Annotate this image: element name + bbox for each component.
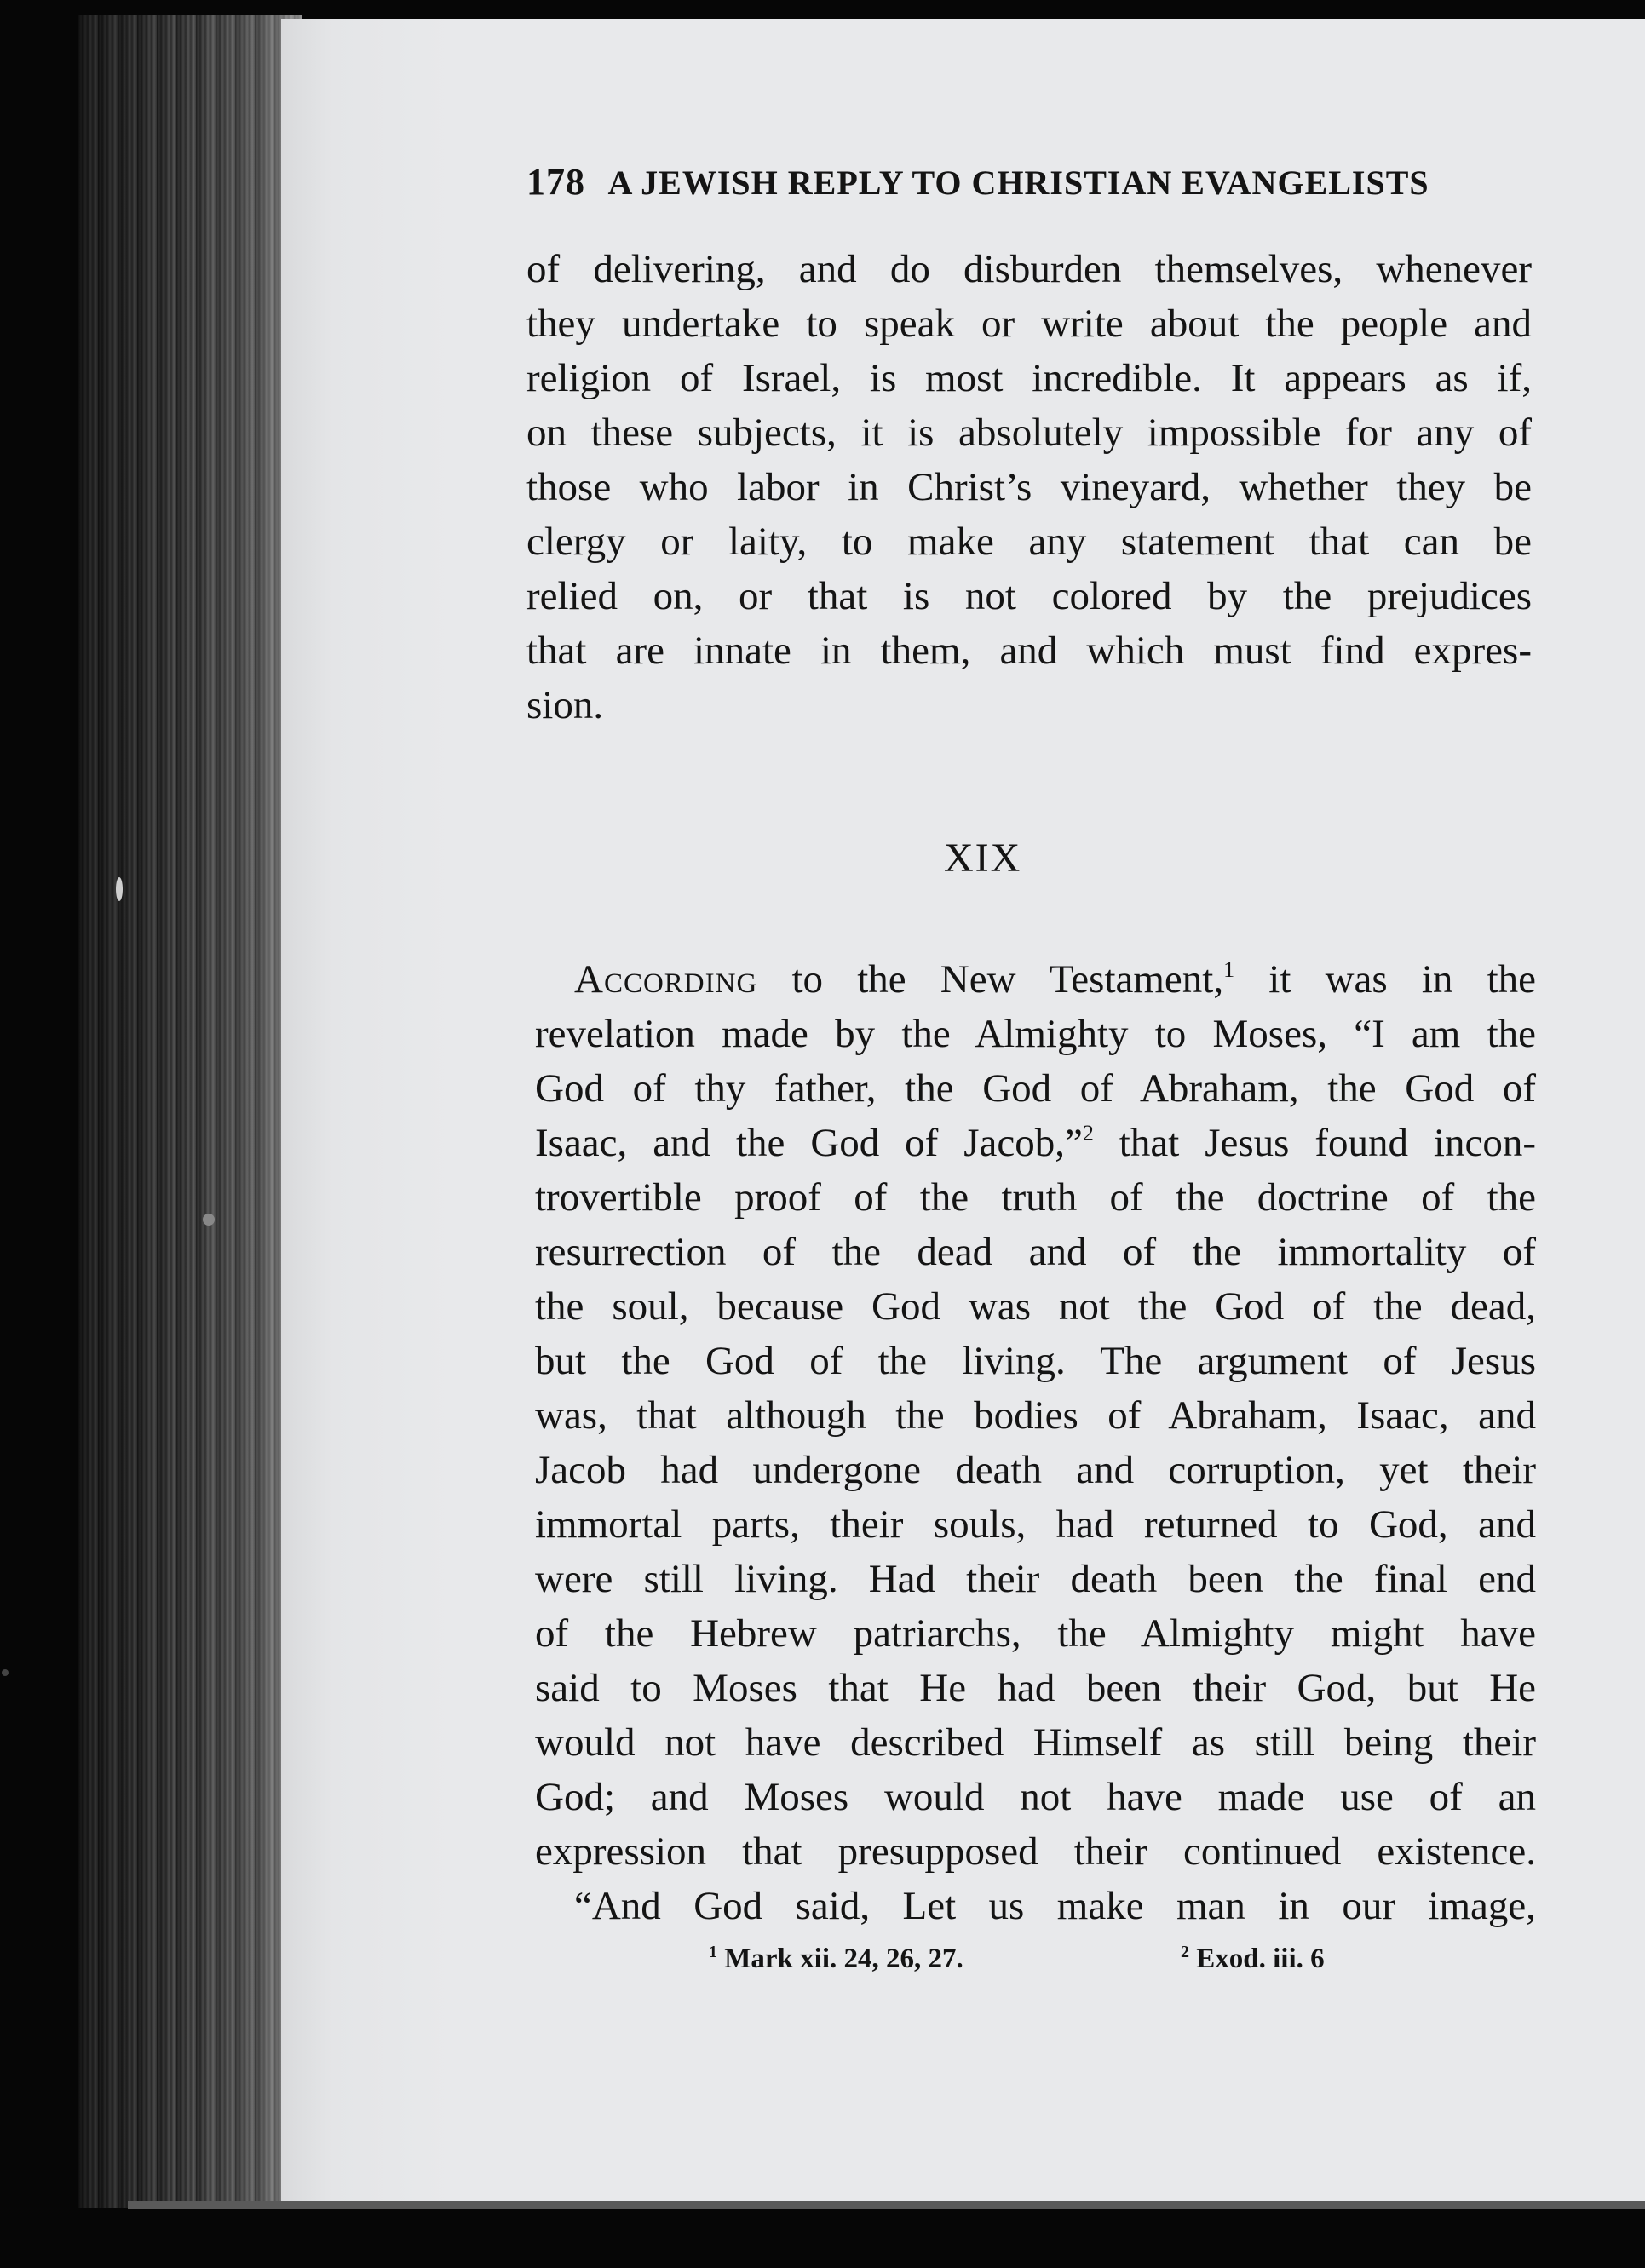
text-line: that are innate in them, and which must find expres- xyxy=(526,629,1532,673)
text-line: religion of Israel, is most incredible. It appears as if, xyxy=(526,356,1532,400)
top-paragraph xyxy=(526,242,1532,732)
text-line: God; and Moses would not have made use of an xyxy=(535,1775,1536,1819)
footnote xyxy=(1181,1944,1325,1975)
text-line: those who labor in Christ’s vineyard, whether they be xyxy=(526,465,1532,509)
text-line: but the God of the living. The argument of Jesus xyxy=(535,1339,1536,1383)
text-run: that Jesus found incon- xyxy=(1093,1121,1536,1165)
text-line: said to Moses that He had been their God, but He xyxy=(535,1666,1536,1710)
text-line: was, that although the bodies of Abraham, Isaac, and xyxy=(535,1393,1536,1438)
text-line: of delivering, and do disburden themselves, whenever xyxy=(526,247,1532,291)
note-reference: 2 xyxy=(1082,1121,1094,1145)
text-line xyxy=(535,1116,1536,1170)
section-heading: XIX xyxy=(944,835,1022,881)
footnote-marker: 2 xyxy=(1181,1943,1189,1961)
text-run: it was in the xyxy=(1234,957,1536,1002)
text-line: relied on, or that is not colored by the prejudices xyxy=(526,574,1532,618)
footnote-marker: 1 xyxy=(709,1943,717,1961)
text-line: would not have described Himself as still being their xyxy=(535,1720,1536,1765)
text-line: immortal parts, their souls, had returned to God, and xyxy=(535,1502,1536,1547)
main-paragraph xyxy=(535,952,1536,1933)
footnote-text: Exod. iii. 6 xyxy=(1196,1944,1325,1974)
text-line: the soul, because God was not the God of the dead, xyxy=(535,1284,1536,1329)
text-line: of the Hebrew patriarchs, the Almighty might have xyxy=(535,1611,1536,1656)
running-head xyxy=(526,160,1455,204)
text-run: to the New Testament, xyxy=(757,957,1224,1002)
text-run: Isaac, and the God of Jacob,” xyxy=(535,1121,1083,1165)
text-line: resurrection of the dead and of the immortality of xyxy=(535,1230,1536,1274)
text-line: clergy or laity, to make any statement that can be xyxy=(526,520,1532,564)
note-reference: 1 xyxy=(1223,957,1235,982)
lead-word: According xyxy=(574,957,758,1002)
text-line: “And God said, Let us make man in our image, xyxy=(574,1884,1536,1928)
text-line: Jacob had undergone death and corruption, yet their xyxy=(535,1448,1536,1492)
footnote xyxy=(709,1944,963,1975)
text-line xyxy=(535,952,1536,1007)
text-line: they undertake to speak or write about the people and xyxy=(526,301,1532,346)
text-line: on these subjects, it is absolutely impossible for any of xyxy=(526,411,1532,455)
text-line: revelation made by the Almighty to Moses, “I am the xyxy=(535,1012,1536,1056)
text-line: God of thy father, the God of Abraham, the God of xyxy=(535,1066,1536,1111)
page-number: 178 xyxy=(526,161,585,203)
text-line: trovertible proof of the truth of the doctrine of the xyxy=(535,1175,1536,1220)
text-line: were still living. Had their death been the final end xyxy=(535,1557,1536,1601)
running-head-title: A JEWISH REPLY TO CHRISTIAN EVANGELISTS xyxy=(607,164,1429,202)
text-line: expression that presupposed their continued existence. xyxy=(535,1829,1536,1874)
text-line: sion. xyxy=(526,683,604,727)
footnote-text: Mark xii. 24, 26, 27. xyxy=(724,1944,963,1974)
footnotes xyxy=(709,1944,1390,1975)
